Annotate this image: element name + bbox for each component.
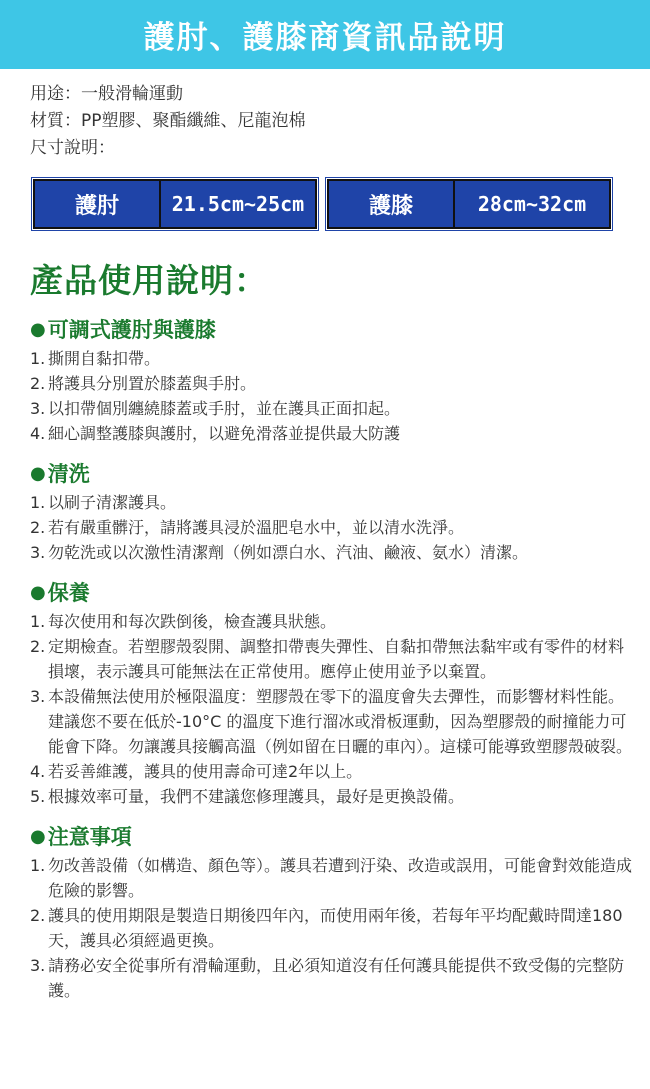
instruction-list <box>30 346 650 446</box>
section-heading <box>30 458 650 488</box>
list-item <box>30 634 636 684</box>
instruction-list <box>30 853 650 1003</box>
instruction-section <box>30 458 650 565</box>
list-item-text: 定期檢查。若塑膠殼裂開、調整扣帶喪失彈性、自黏扣帶無法黏牢或有零件的材料損壞，表示護具可能無法在正常使用。應停止使用並予以棄置。 <box>48 637 625 681</box>
spec-info <box>0 69 650 162</box>
bullet-icon: ● <box>30 581 46 603</box>
list-item-text: 以扣帶個別纏繞膝蓋或手肘，並在護具正面扣起。 <box>48 399 401 418</box>
list-item-number: 4. <box>30 424 46 443</box>
elbow-size-range: 21.5cm~25cm <box>171 192 305 216</box>
section-heading-text: 保養 <box>47 581 90 605</box>
list-item-text: 勿改善設備（如構造、顏色等）。護具若遭到汙染、改造或誤用，可能會對效能造成危險的影響。 <box>48 856 633 900</box>
list-item <box>30 853 636 903</box>
size-table <box>33 179 650 229</box>
elbow-size-name: 護肘 <box>35 181 161 227</box>
section-heading-text: 可調式護肘與護膝 <box>47 318 216 342</box>
section-heading <box>30 314 650 344</box>
knee-size-box <box>327 179 611 229</box>
list-item-number: 3. <box>30 543 46 562</box>
list-item <box>30 490 636 515</box>
list-item <box>30 346 636 371</box>
instruction-sections <box>0 314 650 1003</box>
instruction-section <box>30 314 650 446</box>
list-item-number: 1. <box>30 493 46 512</box>
list-item-text: 本設備無法使用於極限溫度：塑膠殼在零下的溫度會失去彈性，而影響材料性能。建議您不要在低於-10°C 的溫度下進行溜冰或滑板運動，因為塑膠殼的耐撞能力可能會下降。勿讓護具接觸高溫（例如留在日曬的車內）。這樣可能導致塑膠殼破裂。 <box>48 687 633 756</box>
usage-text: 用途：一般滑輪運動 <box>30 84 183 104</box>
list-item-text: 以刷子清潔護具。 <box>48 493 177 512</box>
list-item-text: 撕開自黏扣帶。 <box>48 349 161 368</box>
list-item-text: 每次使用和每次跌倒後，檢查護具狀態。 <box>48 612 337 631</box>
list-item-number: 2. <box>30 374 46 393</box>
list-item-number: 1. <box>30 856 46 875</box>
list-item-text: 將護具分別置於膝蓋與手肘。 <box>48 374 257 393</box>
section-heading <box>30 821 650 851</box>
list-item <box>30 515 636 540</box>
list-item-number: 3. <box>30 956 46 975</box>
elbow-size-box <box>33 179 317 229</box>
section-heading <box>30 577 650 607</box>
section-heading-text: 清洗 <box>47 462 90 486</box>
list-item <box>30 609 636 634</box>
list-item-number: 4. <box>30 762 46 781</box>
list-item <box>30 396 636 421</box>
list-item <box>30 903 636 953</box>
page-title: 護肘、護膝商資訊品說明 <box>143 20 507 56</box>
instruction-list <box>30 490 650 565</box>
list-item-text: 請務必安全從事所有滑輪運動，且必須知道沒有任何護具能提供不致受傷的完整防護。 <box>48 956 625 1000</box>
list-item-number: 1. <box>30 349 46 368</box>
list-item-number: 3. <box>30 399 46 418</box>
list-item <box>30 540 636 565</box>
list-item-text: 根據效率可量，我們不建議您修理護具，最好是更換設備。 <box>48 787 465 806</box>
header-banner <box>0 0 650 69</box>
size-label: 尺寸說明： <box>30 138 115 158</box>
material-text: 材質：PP塑膠、聚酯纖維、尼龍泡棉 <box>30 111 306 131</box>
list-item-text: 細心調整護膝與護肘，以避免滑落並提供最大防護 <box>48 424 401 443</box>
list-item <box>30 371 636 396</box>
list-item-number: 3. <box>30 687 46 706</box>
instruction-section <box>30 577 650 809</box>
list-item-number: 1. <box>30 612 46 631</box>
list-item <box>30 953 636 1003</box>
list-item-text: 勿乾洗或以次激性清潔劑（例如漂白水、汽油、鹼液、氨水）清潔。 <box>48 543 529 562</box>
list-item <box>30 784 636 809</box>
list-item-text: 護具的使用期限是製造日期後四年內，而使用兩年後，若每年平均配戴時間達180天，護具必須經過更換。 <box>48 906 623 950</box>
bullet-icon: ● <box>30 318 46 340</box>
list-item <box>30 759 636 784</box>
list-item <box>30 684 636 759</box>
instruction-list <box>30 609 650 809</box>
bullet-icon: ● <box>30 825 46 847</box>
instruction-section <box>30 821 650 1003</box>
list-item <box>30 421 636 446</box>
list-item-number: 2. <box>30 518 46 537</box>
bullet-icon: ● <box>30 462 46 484</box>
knee-size-name: 護膝 <box>329 181 455 227</box>
knee-size-range: 28cm~32cm <box>477 192 587 216</box>
list-item-text: 若有嚴重髒汙，請將護具浸於溫肥皂水中，並以清水洗淨。 <box>48 518 465 537</box>
list-item-number: 2. <box>30 637 46 656</box>
list-item-number: 2. <box>30 906 46 925</box>
usage-instructions-title: 產品使用說明： <box>30 261 268 300</box>
section-heading-text: 注意事項 <box>47 825 132 849</box>
list-item-number: 5. <box>30 787 46 806</box>
list-item-text: 若妥善維護，護具的使用壽命可達2年以上。 <box>48 762 363 781</box>
